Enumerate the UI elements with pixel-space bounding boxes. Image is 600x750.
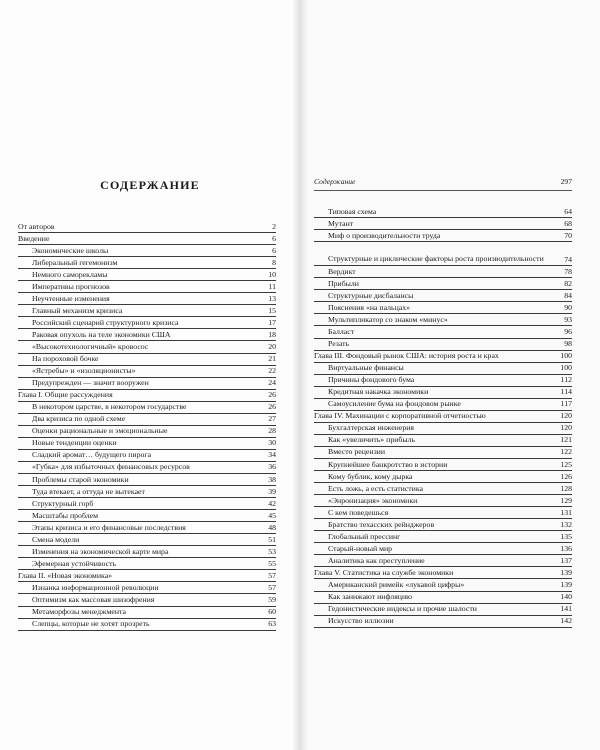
toc-chapter-entry [314, 567, 572, 579]
toc-entry-page: 51 [268, 534, 276, 544]
toc-entry [18, 474, 276, 486]
toc-entry-label: Либеральный гегемонизм [32, 257, 118, 267]
toc-entry [314, 435, 572, 447]
toc-entry-page: 132 [560, 519, 572, 529]
toc-entry [314, 423, 572, 435]
toc-entry [18, 414, 276, 426]
toc-entry-page: 6 [272, 233, 276, 243]
toc-entry-label: Новые тенденции оценки [32, 438, 117, 448]
toc-entry [314, 447, 572, 459]
toc-entry [18, 498, 276, 510]
toc-entry-page: 10 [268, 269, 276, 279]
toc-entry-label: Структурные и циклические факторы роста производительности [328, 254, 544, 264]
toc-entry-page: 24 [268, 378, 276, 388]
toc-entry-label: Как занижают инфляцию [328, 592, 412, 602]
toc-entry-label: Виртуальные финансы [328, 363, 404, 373]
toc-entry-label: Кому бублик, кому дырка [328, 471, 413, 481]
toc-entry-page: 6 [272, 245, 276, 255]
toc-entry-page: 57 [268, 570, 276, 580]
toc-entry-label: Изнанка информационной революции [32, 582, 159, 592]
toc-entry [18, 245, 276, 257]
toc-entry [314, 387, 572, 399]
toc-entry-page: 15 [268, 305, 276, 315]
toc-entry [18, 558, 276, 570]
toc-entry-label: Структурные дисбалансы [328, 290, 414, 300]
toc-entry-page: 45 [268, 510, 276, 520]
toc-entry-page: 13 [268, 293, 276, 303]
toc-list-left [18, 221, 276, 631]
toc-entry-page: 28 [268, 426, 276, 436]
toc-entry-page: 68 [564, 218, 572, 228]
toc-entry-label: «Энронизация» экономики [328, 495, 418, 505]
toc-entry [314, 399, 572, 411]
toc-entry-label: Глава II. «Новая экономика» [18, 570, 113, 580]
toc-entry-page: 55 [268, 558, 276, 568]
toc-entry [18, 366, 276, 378]
toc-entry [18, 510, 276, 522]
toc-chapter-entry [18, 221, 276, 233]
toc-entry-label: Как «увеличить» прибыль [328, 435, 416, 445]
toc-entry-label: Немного саморекламы [32, 269, 108, 279]
toc-entry [314, 604, 572, 616]
toc-entry-label: Мутант [328, 218, 354, 228]
toc-entry-page: 64 [564, 206, 572, 216]
toc-entry-label: Проблемы старой экономики [32, 474, 129, 484]
toc-entry-label: Глава III. Фондовый рынок США: история роста и крах [314, 351, 499, 361]
toc-entry-label: Неучтенные изменения [32, 293, 110, 303]
toc-entry-page: 22 [268, 366, 276, 376]
toc-entry-label: Братство техасских рейнджеров [328, 519, 435, 529]
toc-entry-label: Крупнейшее банкротство в истории [328, 459, 448, 469]
toc-entry-label: Сладкий аромат… будущего пирога [32, 450, 152, 460]
toc-entry-page: 142 [560, 616, 572, 626]
toc-entry [314, 218, 572, 230]
toc-entry [314, 278, 572, 290]
toc-entry [18, 281, 276, 293]
toc-entry-page: 21 [268, 354, 276, 364]
toc-entry [18, 257, 276, 269]
running-header [314, 176, 572, 191]
toc-entry-label: Прибыли [328, 278, 359, 288]
toc-entry-page: 125 [560, 459, 572, 469]
toc-entry-label: Эфемерная устойчивость [32, 558, 117, 568]
toc-entry-label: Слепцы, которые не хотят прозреть [32, 619, 150, 629]
toc-entry-label: Кредитная накачка экономики [328, 387, 429, 397]
toc-entry [314, 290, 572, 302]
toc-entry-label: Российский сценарий структурного кризиса [32, 317, 179, 327]
toc-entry-label: Старый-новый мир [328, 543, 393, 553]
toc-entry-label: Аналитика как преступление [328, 555, 425, 565]
toc-entry-page: 57 [268, 582, 276, 592]
toc-entry-label: Самоусиление бума на фондовом рынке [328, 399, 461, 409]
toc-entry-label: Изменения на экономической карте мира [32, 546, 169, 556]
toc-entry [18, 269, 276, 281]
toc-chapter-entry [18, 570, 276, 582]
toc-entry-page: 17 [268, 317, 276, 327]
toc-entry-label: Глава I. Общие рассуждения [18, 390, 113, 400]
toc-entry-label: Глобальный прессинг [328, 531, 401, 541]
toc-entry-page: 100 [560, 363, 572, 373]
toc-entry [18, 582, 276, 594]
toc-entry-label: Пояснения «на пальцах» [328, 302, 411, 312]
toc-entry-page: 141 [560, 604, 572, 614]
book-gutter [292, 0, 308, 750]
toc-entry-label: Вместо рецензии [328, 447, 385, 457]
toc-entry [314, 495, 572, 507]
toc-entry [18, 607, 276, 619]
toc-entry-page: 30 [268, 438, 276, 448]
toc-entry-label: Миф о производительности труда [328, 230, 441, 240]
toc-entry-page: 122 [560, 447, 572, 457]
toc-entry [18, 378, 276, 390]
toc-entry-label: Смена модели [32, 534, 80, 544]
toc-entry-label: Масштабы проблем [32, 510, 99, 520]
toc-entry [314, 206, 572, 218]
toc-entry [18, 341, 276, 353]
toc-chapter-entry [18, 233, 276, 245]
toc-entry-label: Введение [18, 233, 50, 243]
toc-entry-page: 36 [268, 462, 276, 472]
toc-entry [314, 326, 572, 338]
toc-entry-page: 120 [560, 423, 572, 433]
toc-entry-label: Причины фондового бума [328, 375, 415, 385]
toc-entry-label: Два кризиса по одной схеме [32, 414, 126, 424]
toc-entry-page: 117 [560, 399, 572, 409]
toc-entry-label: Типовая схема [328, 206, 377, 216]
toc-entry-page: 78 [564, 266, 572, 276]
toc-entry-label: Туда втекает, а оттуда не вытекает [32, 486, 145, 496]
toc-entry [314, 519, 572, 531]
toc-entry-page: 96 [564, 327, 572, 337]
toc-entry [18, 522, 276, 534]
toc-entry-page: 114 [560, 387, 572, 397]
toc-entry-label: Вердикт [328, 266, 356, 276]
toc-entry-label: Американский римейк «лукавой цифры» [328, 580, 465, 589]
toc-entry-label: «Губка» для избыточных финансовых ресурсов [32, 462, 190, 472]
toc-entry-page: 34 [268, 450, 276, 460]
toc-entry-label: Главный механизм кризиса [32, 305, 123, 315]
toc-entry-page: 131 [560, 507, 572, 517]
toc-entry-page: 63 [268, 619, 276, 629]
toc-entry-page: 27 [268, 414, 276, 424]
toc-entry-label: Метаморфозы менеджмента [32, 607, 127, 617]
toc-entry [314, 363, 572, 375]
toc-entry-page: 18 [268, 329, 276, 339]
toc-entry [18, 354, 276, 366]
toc-entry-label: На пороховой бочке [32, 354, 99, 364]
toc-entry-label: В некотором царстве, в некотором государстве [32, 402, 187, 412]
toc-entry-label: Этапы кризиса и его финансовые последствия [32, 522, 186, 532]
toc-entry-page: 136 [560, 543, 572, 553]
toc-entry [18, 293, 276, 305]
toc-entry [314, 483, 572, 495]
toc-entry-page: 2 [272, 221, 276, 231]
toc-entry [314, 339, 572, 351]
toc-entry-page: 139 [560, 567, 572, 577]
toc-entry-page: 59 [268, 595, 276, 604]
toc-entry [18, 317, 276, 329]
toc-entry-page: 100 [560, 351, 572, 361]
toc-entry [314, 579, 572, 591]
toc-entry-page: 60 [268, 607, 276, 617]
toc-entry-label: Глава IV. Махинации с корпоративной отчетностью [314, 411, 486, 421]
toc-entry-label: Гедонистические индексы и прочие шалости [328, 604, 477, 614]
toc-entry [314, 230, 572, 242]
toc-entry-page: 70 [564, 230, 572, 240]
toc-entry [314, 459, 572, 471]
toc-entry-label: Глава V. Статистика на службе экономики [314, 567, 454, 577]
toc-title: СОДЕРЖАНИЕ [100, 178, 200, 192]
toc-entry-page: 121 [560, 435, 572, 445]
toc-entry-label: Искусство иллюзии [328, 616, 394, 626]
toc-entry-label: Мультипликатор со знаком «минус» [328, 314, 448, 324]
toc-entry [314, 266, 572, 278]
toc-entry [314, 592, 572, 604]
toc-entry-label: Раковая опухоль на теле экономики США [32, 329, 171, 339]
toc-entry-label: От авторов [18, 221, 55, 231]
toc-entry [314, 471, 572, 483]
toc-entry-label: Оценки рациональные и эмоциональные [32, 426, 168, 436]
toc-entry-page: 126 [560, 471, 572, 481]
toc-entry [18, 305, 276, 317]
running-title: Содержание [314, 177, 356, 186]
toc-entry-page: 90 [564, 302, 572, 312]
toc-entry [18, 619, 276, 631]
toc-entry-page: 39 [268, 486, 276, 496]
toc-entry [18, 402, 276, 414]
toc-chapter-entry [314, 351, 572, 363]
toc-entry [314, 375, 572, 387]
toc-entry-page: 120 [560, 411, 572, 421]
toc-entry-label: Бухгалтерская инженерия [328, 423, 414, 433]
toc-entry [18, 450, 276, 462]
toc-entry-page: 53 [268, 546, 276, 556]
toc-entry-label: «Ястребы» и «изоляционисты» [32, 366, 136, 376]
toc-entry-label: Оптимизм как массовая шизофрения [32, 595, 155, 604]
toc-entry-label: Балласт [328, 327, 355, 337]
toc-entry-page: 82 [564, 278, 572, 288]
toc-entry-page: 140 [560, 592, 572, 602]
toc-entry [314, 314, 572, 326]
toc-entry-page: 139 [560, 580, 572, 589]
toc-entry-label: Императивы прогнозов [32, 281, 110, 291]
toc-entry-page: 112 [560, 375, 572, 385]
toc-entry [18, 426, 276, 438]
toc-entry [314, 302, 572, 314]
toc-chapter-entry [18, 390, 276, 402]
toc-entry [18, 534, 276, 546]
toc-entry-page: 20 [268, 342, 276, 352]
toc-entry [18, 329, 276, 341]
toc-entry [314, 555, 572, 567]
page-number: 297 [560, 177, 572, 186]
toc-entry-label: Предупрежден — значит вооружен [32, 378, 149, 388]
toc-entry [314, 543, 572, 555]
toc-entry-page: 42 [268, 498, 276, 508]
toc-chapter-entry [314, 411, 572, 423]
toc-entry [18, 438, 276, 450]
toc-entry-page: 48 [268, 522, 276, 532]
toc-entry-label: Есть ложь, а есть статистика [328, 483, 423, 493]
toc-entry-page: 26 [268, 402, 276, 412]
toc-entry [18, 546, 276, 558]
toc-entry-page: 8 [272, 257, 276, 267]
toc-entry-page: 38 [268, 474, 276, 484]
toc-entry-label: «Высокотехнологичный» кровосос [32, 342, 149, 352]
toc-entry [314, 531, 572, 543]
toc-entry [18, 462, 276, 474]
toc-entry-page: 74 [564, 254, 572, 264]
toc-entry-label: С кем поведешься [328, 507, 389, 517]
toc-entry-page: 98 [564, 339, 572, 349]
toc-list-right [314, 206, 572, 628]
toc-entry-page: 137 [560, 555, 572, 565]
toc-entry [314, 507, 572, 519]
toc-entry-label: Резать [328, 339, 350, 349]
toc-entry [18, 594, 276, 606]
toc-entry-label: Экономические школы [32, 245, 109, 255]
toc-entry-page: 84 [564, 290, 572, 300]
toc-entry-label: Структурный горб [32, 498, 94, 508]
toc-entry-page: 93 [564, 314, 572, 324]
toc-entry-page: 11 [268, 281, 276, 291]
toc-entry [314, 616, 572, 628]
toc-entry-page: 26 [268, 390, 276, 400]
toc-entry [18, 486, 276, 498]
toc-entry-page: 129 [560, 495, 572, 505]
toc-entry-page: 135 [560, 531, 572, 541]
toc-entry [314, 242, 572, 266]
toc-entry-page: 128 [560, 483, 572, 493]
